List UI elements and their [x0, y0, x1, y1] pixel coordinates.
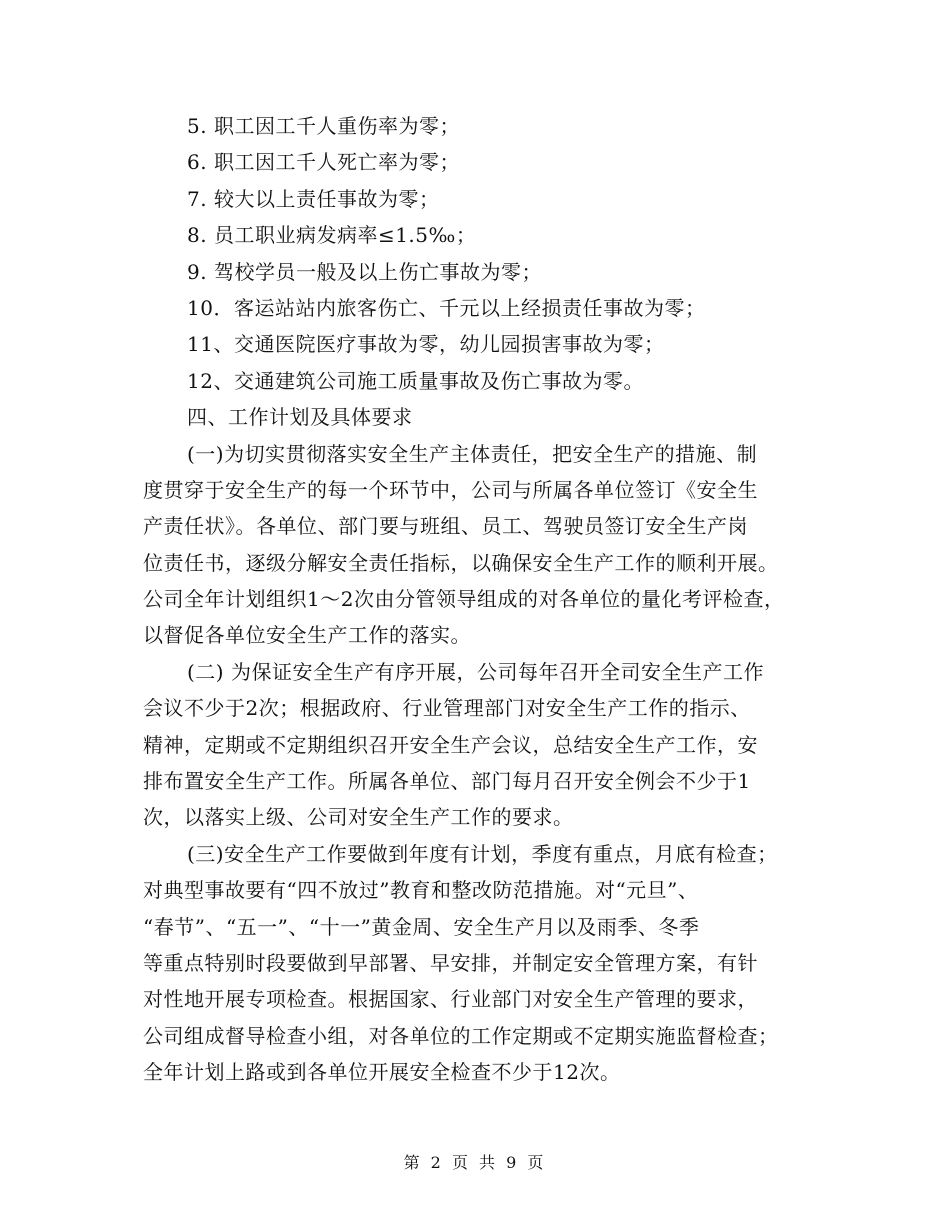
text-line: 等重点特别时段要做到早部署、早安排，并制定安全管理方案，有针	[143, 950, 758, 975]
text-line: 公司全年计划组织1～2次由分管领导组成的对各单位的量化考评检查，	[143, 587, 785, 612]
text-line: “春节”、“五一”、“十一”黄金周、安全生产月以及雨季、冬季	[143, 914, 700, 939]
text-line: 对性地开展专项检查。根据国家、行业部门对安全生产管理的要求，	[143, 987, 758, 1012]
text-line: 以督促各单位安全生产工作的落实。	[143, 623, 471, 648]
text-line: 会议不少于2次；根据政府、行业管理部门对安全生产工作的指示、	[143, 696, 751, 721]
text-line: 位责任书，逐级分解安全责任指标，以确保安全生产工作的顺利开展。	[143, 550, 779, 575]
text-line: (二) 为保证安全生产有序开展，公司每年召开全司安全生产工作	[187, 659, 764, 684]
text-line: 产责任状》。各单位、部门要与班组、员工、驾驶员签订安全生产岗	[143, 514, 748, 539]
text-line: 对典型事故要有“四不放过”教育和整改防范措施。对“元旦”、	[143, 878, 699, 903]
text-line: 12、交通建筑公司施工质量事故及伤亡事故为零。	[187, 368, 644, 393]
text-line: 11、交通医院医疗事故为零，幼儿园损害事故为零；	[187, 332, 665, 357]
text-line: 9. 驾校学员一般及以上伤亡事故为零；	[187, 259, 542, 284]
text-line: 度贯穿于安全生产的每一个环节中，公司与所属各单位签订《安全生	[143, 477, 758, 502]
text-line: (一)为切实贯彻落实安全生产主体责任，把安全生产的措施、制	[187, 441, 758, 466]
text-line: 5. 职工因工千人重伤率为零；	[187, 114, 460, 138]
text-line: 精神，定期或不定期组织召开安全生产会议，总结安全生产工作，安	[143, 732, 758, 757]
text-line: 7. 较大以上责任事故为零；	[187, 186, 440, 211]
page-footer: 第 2 页 共 9 页	[403, 1153, 547, 1172]
text-line: 10．客运站站内旅客伤亡、千元以上经损责任事故为零；	[187, 295, 706, 320]
text-line: (三)安全生产工作要做到年度有计划，季度有重点，月底有检查；	[187, 841, 778, 866]
text-line: 排布置安全生产工作。所属各单位、部门每月召开安全例会不少于1	[143, 769, 751, 794]
text-line: 四、工作计划及具体要求	[187, 405, 413, 430]
text-line: 8. 员工职业病发病率≤1.5‰；	[187, 223, 477, 248]
document-body	[143, 108, 808, 1091]
text-line: 公司组成督导检查小组，对各单位的工作定期或不定期实施监督检查；	[143, 1023, 779, 1048]
text-line: 全年计划上路或到各单位开展安全检查不少于12次。	[143, 1060, 621, 1085]
text-line: 次，以落实上级、公司对安全生产工作的要求。	[143, 805, 574, 830]
text-line: 6. 职工因工千人死亡率为零；	[187, 150, 460, 175]
